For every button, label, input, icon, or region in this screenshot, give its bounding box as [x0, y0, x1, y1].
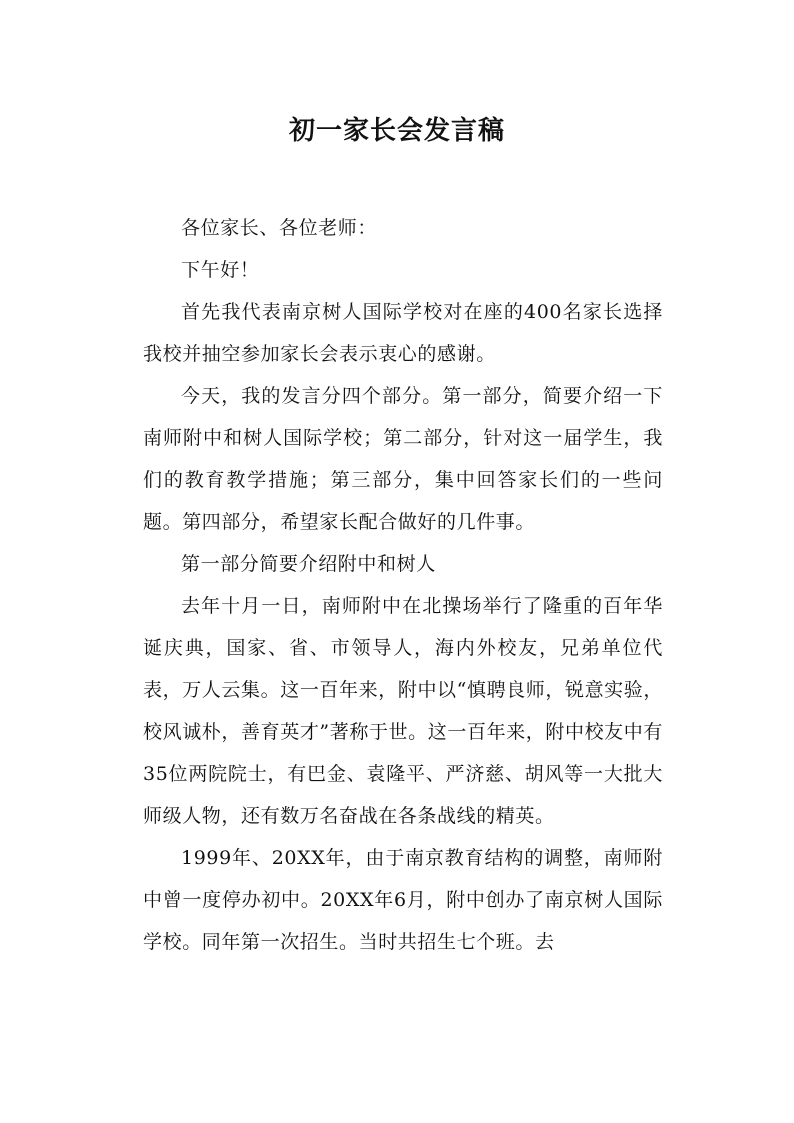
thanks-paragraph: 首先我代表南京树人国际学校对在座的400名家长选择我校并抽空参加家长会表示衷心的感谢。: [143, 301, 663, 365]
founding-paragraph: 1999年、20XX年，由于南京教育结构的调整，南师附中曾一度停办初中。20XX年6月，附中创办了南京树人国际学校。同年第一次招生。当时共招生七个班。去: [143, 847, 663, 953]
salutation-paragraph: 下午好！: [181, 259, 260, 281]
history-paragraph: 去年十月一日，南师附中在北操场举行了隆重的百年华诞庆典，国家、省、市领导人，海内外校友，兄弟单位代表，万人云集。这一百年来，附中以“慎聘良师，锐意实验，校风诚朴，善育英才”著称于世。这一百年来，附中校友中有35位两院院士，有巴金、袁隆平、严济慈、胡风等一大批大师级人物，还有数万名奋战在各条战线的精英。: [143, 595, 663, 827]
document-title: 初一家长会发言稿: [288, 116, 505, 146]
outline-paragraph: 今天，我的发言分四个部分。第一部分，简要介绍一下南师附中和树人国际学校；第二部分，针对这一届学生，我们的教育教学措施；第三部分，集中回答家长们的一些问题。第四部分，希望家长配合做好的几件事。: [143, 385, 663, 533]
document-body: [143, 207, 663, 963]
greeting-paragraph: 各位家长、各位老师：: [181, 217, 378, 239]
section-heading-paragraph: 第一部分简要介绍附中和树人: [181, 553, 436, 575]
